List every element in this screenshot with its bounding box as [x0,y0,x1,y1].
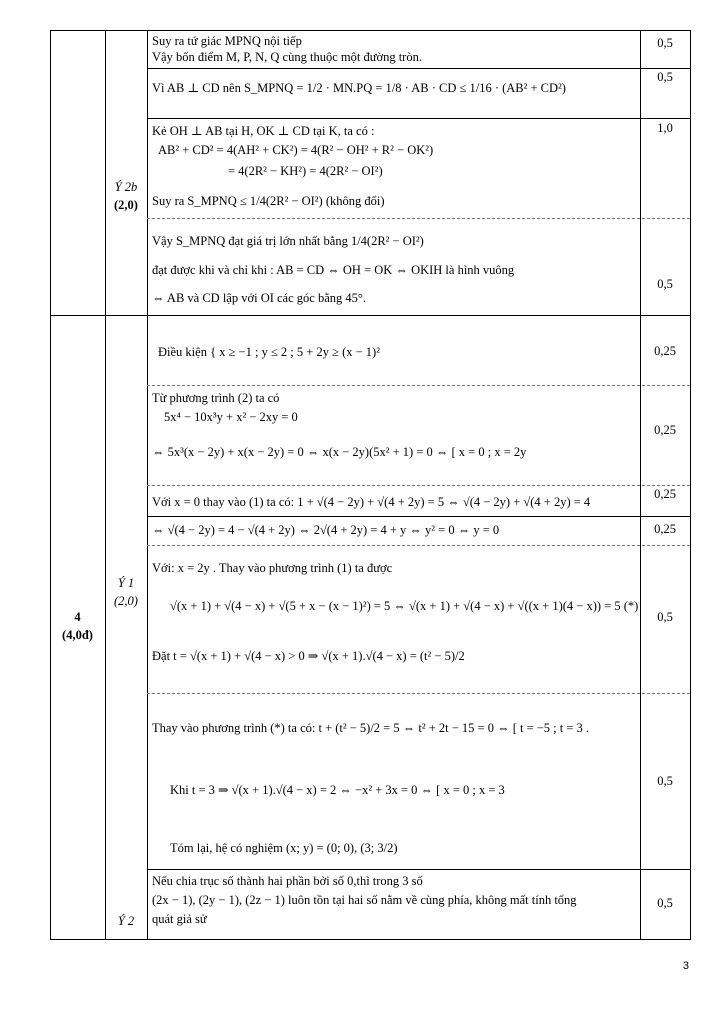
answer-line: Suy ra S_MPNQ ≤ 1/4(2R² − OI²) (không đổi) [152,194,385,208]
row-divider [147,516,691,517]
answer-line: Với x = 0 thay vào (1) ta có: 1 + √(4 − 2y) + √(4 + 2y) = 5 ⇔ √(4 − 2y) + √(4 + 2y) = 4 [152,495,591,509]
answer-line: (2x − 1), (2y − 1), (2z − 1) luôn tồn tại hai số nằm về cùng phía, không mất tính tổng [152,893,577,907]
answer-line: Vì AB ⊥ CD nên S_MPNQ = 1/2 · MN.PQ = 1/8 · AB · CD ≤ 1/16 · (AB² + CD²) [152,81,566,95]
table-border-right [690,30,691,940]
answer-line: Kẻ OH ⊥ AB tại H, OK ⊥ CD tại K, ta có : [152,124,375,138]
answer-line: ⇔ 5x³(x − 2y) + x(x − 2y) = 0 ⇔ x(x − 2y)(5x² + 1) = 0 ⇔ [ x = 0 ; x = 2y [152,445,527,459]
table-border-bottom [50,939,691,940]
answer-line: √(x + 1) + √(4 − x) + √(5 + x − (x − 1)²) = 5 ⇔ √(x + 1) + √(4 − x) + √((x + 1)(4 − x)) = 5 (*) [170,599,639,613]
row-divider [147,485,690,486]
answer-line: Khi t = 3 ⇒ √(x + 1).√(4 − x) = 2 ⇔ −x² + 3x = 0 ⇔ [ x = 0 ; x = 3 [170,783,505,797]
score: 1,0 [657,121,673,135]
score: 0,5 [657,36,673,50]
answer-table [50,30,690,940]
table-border-top [50,30,691,31]
score: 0,25 [654,522,676,536]
row-divider [147,68,691,69]
page-number: 3 [682,960,689,972]
row-divider [147,869,691,870]
answer-line: ⇔ √(4 − 2y) = 4 − √(4 + 2y) ⇔ 2√(4 + 2y) = 4 + y ⇔ y² = 0 ⇔ y = 0 [152,523,500,537]
answer-line: Từ phương trình (2) ta có [152,391,280,405]
part-points-1: (2,0) [114,594,138,608]
score: 0,5 [657,277,673,291]
part-label-2b: Ý 2b [114,180,138,194]
part-label-1: Ý 1 [117,576,135,590]
score: 0,25 [654,423,676,437]
row-divider [147,545,690,546]
score: 0,5 [657,610,673,624]
score: 0,25 [654,487,676,501]
row-divider [147,118,691,119]
question-number: 4 [74,610,81,624]
score: 0,5 [657,896,673,910]
section-divider [50,315,691,316]
answer-line: ⇔ AB và CD lập với OI các góc bằng 45°. [152,291,366,305]
row-divider [147,385,690,386]
answer-line: Điều kiện { x ≥ −1 ; y ≤ 2 ; 5 + 2y ≥ (x − 1)² [158,345,380,359]
answer-line: 5x⁴ − 10x³y + x² − 2xy = 0 [164,410,298,424]
row-divider [147,218,690,219]
score: 0,25 [654,344,676,358]
part-label-2: Ý 2 [117,914,135,928]
score: 0,5 [657,70,673,84]
table-border-left [50,30,51,940]
answer-line: Vậy bốn điểm M, P, N, Q cùng thuộc một đường tròn. [152,50,422,64]
answer-line: Với: x = 2y . Thay vào phương trình (1) ta được [152,561,393,575]
answer-line: Thay vào phương trình (*) ta có: t + (t² − 5)/2 = 5 ⇔ t² + 2t − 15 = 0 ⇔ [ t = −5 ; t = 3 . [152,721,590,735]
answer-line: Đặt t = √(x + 1) + √(4 − x) > 0 ⇒ √(x + 1).√(4 − x) = (t² − 5)/2 [152,649,465,663]
question-points: (4,0đ) [62,628,93,642]
part-points-2b: (2,0) [114,198,138,212]
score: 0,5 [657,774,673,788]
answer-line: Vậy S_MPNQ đạt giá trị lớn nhất bằng 1/4(2R² − OI²) [152,234,424,248]
answer-line: Tóm lại, hệ có nghiệm (x; y) = (0; 0), (3; 3/2) [170,841,398,855]
column-divider [105,30,106,940]
row-divider [147,693,690,694]
answer-line: đạt được khi và chỉ khi : AB = CD ⇔ OH = OK ⇔ OKIH là hình vuông [152,263,515,277]
answer-line: = 4(2R² − KH²) = 4(2R² − OI²) [228,164,383,178]
answer-line: quát giả sử [152,912,207,926]
answer-line: Nếu chia trục số thành hai phần bởi số 0,thì trong 3 số [152,874,423,888]
answer-line: AB² + CD² = 4(AH² + CK²) = 4(R² − OH² + R² − OK²) [158,143,434,157]
answer-line: Suy ra tứ giác MPNQ nội tiếp [152,34,302,48]
